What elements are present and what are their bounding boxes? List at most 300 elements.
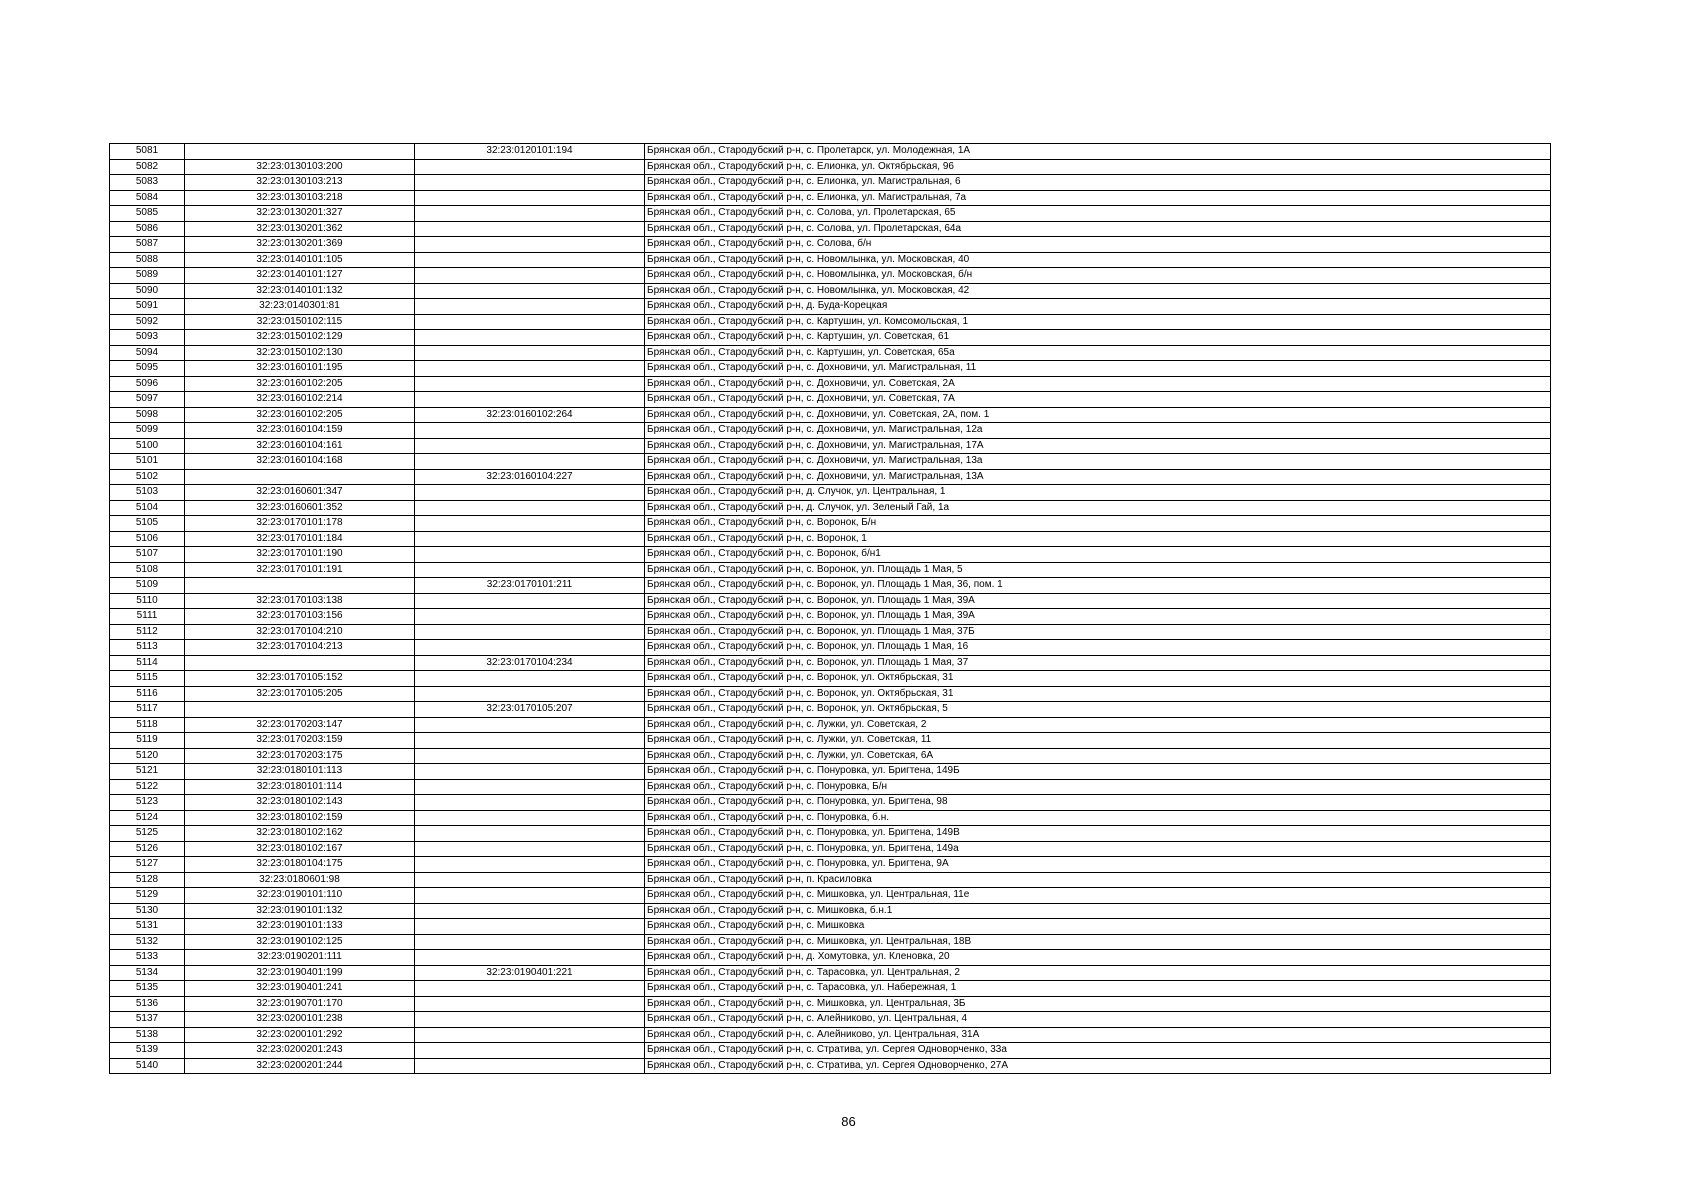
row-number-cell: 5123 [110,795,185,811]
row-number-cell: 5125 [110,826,185,842]
cadastral-number-cell: 32:23:0160104:161 [185,438,415,454]
secondary-cadastral-number-cell: 32:23:0160102:264 [415,407,645,423]
cadastral-number-cell: 32:23:0170203:147 [185,717,415,733]
cadastral-number-cell: 32:23:0190101:132 [185,903,415,919]
address-cell: Брянская обл., Стародубский р-н, п. Красиловка [645,872,1551,888]
row-number-cell: 5121 [110,764,185,780]
address-cell: Брянская обл., Стародубский р-н, с. Воронок, ул. Октябрьская, 31 [645,671,1551,687]
address-cell: Брянская обл., Стародубский р-н, с. Елионка, ул. Октябрьская, 96 [645,159,1551,175]
row-number-cell: 5103 [110,485,185,501]
cadastral-number-cell: 32:23:0190401:241 [185,981,415,997]
address-cell: Брянская обл., Стародубский р-н, с. Елионка, ул. Магистральная, 6 [645,175,1551,191]
address-cell: Брянская обл., Стародубский р-н, с. Лужки, ул. Советская, 2 [645,717,1551,733]
table-row [110,562,1551,578]
address-cell: Брянская обл., Стародубский р-н, с. Картушин, ул. Комсомольская, 1 [645,314,1551,330]
address-cell: Брянская обл., Стародубский р-н, с. Алейниково, ул. Центральная, 4 [645,1012,1551,1028]
row-number-cell: 5106 [110,531,185,547]
secondary-cadastral-number-cell [415,671,645,687]
row-number-cell: 5118 [110,717,185,733]
secondary-cadastral-number-cell [415,1058,645,1074]
table-row [110,748,1551,764]
page-number: 86 [841,1114,856,1129]
secondary-cadastral-number-cell [415,547,645,563]
cadastral-number-cell [185,144,415,160]
row-number-cell: 5107 [110,547,185,563]
row-number-cell: 5112 [110,624,185,640]
table-row [110,485,1551,501]
cadastral-number-cell: 32:23:0180601:98 [185,872,415,888]
secondary-cadastral-number-cell [415,857,645,873]
cadastral-number-cell [185,578,415,594]
row-number-cell: 5119 [110,733,185,749]
table-row [110,795,1551,811]
table-row [110,609,1551,625]
table-row [110,733,1551,749]
row-number-cell: 5093 [110,330,185,346]
cadastral-number-cell: 32:23:0170101:178 [185,516,415,532]
cadastral-number-cell: 32:23:0160601:352 [185,500,415,516]
cadastral-number-cell: 32:23:0150102:130 [185,345,415,361]
table-row [110,500,1551,516]
secondary-cadastral-number-cell [415,779,645,795]
row-number-cell: 5085 [110,206,185,222]
secondary-cadastral-number-cell [415,206,645,222]
secondary-cadastral-number-cell [415,640,645,656]
address-cell: Брянская обл., Стародубский р-н, с. Воронок, ул. Площадь 1 Мая, 37Б [645,624,1551,640]
cadastral-number-cell: 32:23:0180102:159 [185,810,415,826]
table-row [110,826,1551,842]
row-number-cell: 5117 [110,702,185,718]
secondary-cadastral-number-cell [415,686,645,702]
row-number-cell: 5129 [110,888,185,904]
address-cell: Брянская обл., Стародубский р-н, с. Мишковка, ул. Центральная, 11е [645,888,1551,904]
cadastral-number-cell: 32:23:0130201:327 [185,206,415,222]
cadastral-number-cell: 32:23:0130201:369 [185,237,415,253]
secondary-cadastral-number-cell [415,717,645,733]
secondary-cadastral-number-cell [415,283,645,299]
secondary-cadastral-number-cell [415,252,645,268]
table-row [110,314,1551,330]
row-number-cell: 5109 [110,578,185,594]
address-cell: Брянская обл., Стародубский р-н, с. Елионка, ул. Магистральная, 7а [645,190,1551,206]
table-row [110,593,1551,609]
cadastral-number-cell: 32:23:0170203:175 [185,748,415,764]
address-cell: Брянская обл., Стародубский р-н, с. Новомлынка, ул. Московская, 42 [645,283,1551,299]
address-cell: Брянская обл., Стародубский р-н, с. Воронок, ул. Площадь 1 Мая, 5 [645,562,1551,578]
table-row [110,454,1551,470]
address-cell: Брянская обл., Стародубский р-н, с. Мишковка, ул. Центральная, 3Б [645,996,1551,1012]
table-row [110,872,1551,888]
secondary-cadastral-number-cell [415,826,645,842]
cadastral-number-cell [185,702,415,718]
table-row [110,438,1551,454]
address-cell: Брянская обл., Стародубский р-н, с. Воронок, Б/н [645,516,1551,532]
secondary-cadastral-number-cell [415,562,645,578]
table-row [110,1058,1551,1074]
row-number-cell: 5098 [110,407,185,423]
row-number-cell: 5100 [110,438,185,454]
cadastral-number-cell: 32:23:0160102:214 [185,392,415,408]
row-number-cell: 5138 [110,1027,185,1043]
table-row [110,578,1551,594]
row-number-cell: 5104 [110,500,185,516]
secondary-cadastral-number-cell [415,764,645,780]
cadastral-number-cell: 32:23:0190101:133 [185,919,415,935]
cadastral-number-cell: 32:23:0180102:162 [185,826,415,842]
secondary-cadastral-number-cell: 32:23:0190401:221 [415,965,645,981]
table-row [110,624,1551,640]
address-cell: Брянская обл., Стародубский р-н, с. Новомлынка, ул. Московская, б/н [645,268,1551,284]
address-cell: Брянская обл., Стародубский р-н, с. Воронок, ул. Октябрьская, 5 [645,702,1551,718]
row-number-cell: 5082 [110,159,185,175]
address-cell: Брянская обл., Стародубский р-н, с. Дохновичи, ул. Магистральная, 13а [645,454,1551,470]
address-cell: Брянская обл., Стародубский р-н, с. Дохновичи, ул. Советская, 7А [645,392,1551,408]
row-number-cell: 5137 [110,1012,185,1028]
cadastral-number-cell: 32:23:0200201:244 [185,1058,415,1074]
row-number-cell: 5091 [110,299,185,315]
cadastral-number-cell: 32:23:0160104:168 [185,454,415,470]
secondary-cadastral-number-cell [415,1043,645,1059]
row-number-cell: 5083 [110,175,185,191]
address-cell: Брянская обл., Стародубский р-н, с. Дохновичи, ул. Советская, 2А [645,376,1551,392]
row-number-cell: 5092 [110,314,185,330]
secondary-cadastral-number-cell [415,376,645,392]
secondary-cadastral-number-cell [415,981,645,997]
address-cell: Брянская обл., Стародубский р-н, с. Пролетарск, ул. Молодежная, 1А [645,144,1551,160]
secondary-cadastral-number-cell [415,268,645,284]
secondary-cadastral-number-cell [415,237,645,253]
cadastral-number-cell: 32:23:0170105:205 [185,686,415,702]
secondary-cadastral-number-cell: 32:23:0170104:234 [415,655,645,671]
secondary-cadastral-number-cell: 32:23:0170101:211 [415,578,645,594]
table-row [110,717,1551,733]
table-row [110,361,1551,377]
table-row [110,903,1551,919]
address-cell: Брянская обл., Стародубский р-н, с. Понуровка, ул. Бригтена, 149В [645,826,1551,842]
address-cell: Брянская обл., Стародубский р-н, с. Понуровка, Б/н [645,779,1551,795]
address-cell: Брянская обл., Стародубский р-н, с. Солова, ул. Пролетарская, 64а [645,221,1551,237]
table-row [110,268,1551,284]
address-cell: Брянская обл., Стародубский р-н, с. Мишковка, ул. Центральная, 18В [645,934,1551,950]
cadastral-number-cell: 32:23:0170103:138 [185,593,415,609]
secondary-cadastral-number-cell [415,485,645,501]
row-number-cell: 5111 [110,609,185,625]
cadastral-number-cell: 32:23:0160102:205 [185,376,415,392]
row-number-cell: 5097 [110,392,185,408]
table-row [110,686,1551,702]
table-row [110,996,1551,1012]
row-number-cell: 5140 [110,1058,185,1074]
row-number-cell: 5096 [110,376,185,392]
secondary-cadastral-number-cell [415,888,645,904]
row-number-cell: 5134 [110,965,185,981]
cadastral-number-cell: 32:23:0190701:170 [185,996,415,1012]
row-number-cell: 5135 [110,981,185,997]
table-row [110,841,1551,857]
address-cell: Брянская обл., Стародубский р-н, с. Новомлынка, ул. Московская, 40 [645,252,1551,268]
row-number-cell: 5120 [110,748,185,764]
secondary-cadastral-number-cell [415,810,645,826]
row-number-cell: 5102 [110,469,185,485]
table-row [110,655,1551,671]
table-row [110,950,1551,966]
address-cell: Брянская обл., Стародубский р-н, с. Солова, б/н [645,237,1551,253]
secondary-cadastral-number-cell [415,438,645,454]
row-number-cell: 5094 [110,345,185,361]
cadastral-number-cell: 32:23:0160601:347 [185,485,415,501]
row-number-cell: 5128 [110,872,185,888]
row-number-cell: 5087 [110,237,185,253]
address-cell: Брянская обл., Стародубский р-н, с. Понуровка, б.н. [645,810,1551,826]
cadastral-number-cell: 32:23:0130103:218 [185,190,415,206]
secondary-cadastral-number-cell [415,531,645,547]
secondary-cadastral-number-cell [415,190,645,206]
secondary-cadastral-number-cell [415,919,645,935]
row-number-cell: 5115 [110,671,185,687]
table-row [110,423,1551,439]
table-row [110,919,1551,935]
row-number-cell: 5084 [110,190,185,206]
secondary-cadastral-number-cell [415,609,645,625]
secondary-cadastral-number-cell [415,872,645,888]
cadastral-number-cell: 32:23:0130103:213 [185,175,415,191]
cadastral-number-cell: 32:23:0160102:205 [185,407,415,423]
table-row [110,283,1551,299]
secondary-cadastral-number-cell [415,330,645,346]
cadastral-number-cell: 32:23:0180102:143 [185,795,415,811]
cadastral-number-cell: 32:23:0200201:243 [185,1043,415,1059]
row-number-cell: 5130 [110,903,185,919]
cadastral-number-cell: 32:23:0180102:167 [185,841,415,857]
row-number-cell: 5114 [110,655,185,671]
secondary-cadastral-number-cell [415,1012,645,1028]
cadastral-number-cell: 32:23:0190201:111 [185,950,415,966]
cadastral-number-cell: 32:23:0160101:195 [185,361,415,377]
cadastral-number-cell: 32:23:0190102:125 [185,934,415,950]
address-cell: Брянская обл., Стародубский р-н, с. Воронок, ул. Октябрьская, 31 [645,686,1551,702]
table-row [110,547,1551,563]
table-row [110,252,1551,268]
secondary-cadastral-number-cell [415,314,645,330]
address-cell: Брянская обл., Стародубский р-н, с. Понуровка, ул. Бригтена, 149Б [645,764,1551,780]
cadastral-number-cell: 32:23:0170203:159 [185,733,415,749]
cadastral-number-cell: 32:23:0190401:199 [185,965,415,981]
table-row [110,516,1551,532]
table-row [110,779,1551,795]
row-number-cell: 5136 [110,996,185,1012]
address-cell: Брянская обл., Стародубский р-н, с. Лужки, ул. Советская, 6А [645,748,1551,764]
row-number-cell: 5099 [110,423,185,439]
cadastral-number-cell: 32:23:0180101:114 [185,779,415,795]
row-number-cell: 5081 [110,144,185,160]
cadastral-number-cell: 32:23:0170101:191 [185,562,415,578]
cadastral-number-cell: 32:23:0170104:210 [185,624,415,640]
table-row [110,981,1551,997]
cadastral-number-cell: 32:23:0170105:152 [185,671,415,687]
secondary-cadastral-number-cell [415,733,645,749]
secondary-cadastral-number-cell [415,516,645,532]
secondary-cadastral-number-cell [415,221,645,237]
cadastral-number-cell: 32:23:0200101:292 [185,1027,415,1043]
address-cell: Брянская обл., Стародубский р-н, с. Воронок, ул. Площадь 1 Мая, 39А [645,593,1551,609]
row-number-cell: 5124 [110,810,185,826]
secondary-cadastral-number-cell [415,1027,645,1043]
address-cell: Брянская обл., Стародубский р-н, с. Лужки, ул. Советская, 11 [645,733,1551,749]
address-cell: Брянская обл., Стародубский р-н, с. Стратива, ул. Сергея Одноворченко, 27А [645,1058,1551,1074]
cadastral-number-cell: 32:23:0170101:190 [185,547,415,563]
table-row [110,1043,1551,1059]
cadastral-number-cell: 32:23:0160104:159 [185,423,415,439]
address-cell: Брянская обл., Стародубский р-н, с. Воронок, ул. Площадь 1 Мая, 36, пом. 1 [645,578,1551,594]
cadastral-number-cell: 32:23:0130201:362 [185,221,415,237]
row-number-cell: 5095 [110,361,185,377]
secondary-cadastral-number-cell [415,500,645,516]
table-row [110,469,1551,485]
row-number-cell: 5113 [110,640,185,656]
address-cell: Брянская обл., Стародубский р-н, с. Понуровка, ул. Бригтена, 149а [645,841,1551,857]
address-cell: Брянская обл., Стародубский р-н, с. Мишковка [645,919,1551,935]
address-cell: Брянская обл., Стародубский р-н, с. Дохновичи, ул. Магистральная, 11 [645,361,1551,377]
cadastral-number-cell: 32:23:0140101:132 [185,283,415,299]
address-cell: Брянская обл., Стародубский р-н, с. Картушин, ул. Советская, 61 [645,330,1551,346]
row-number-cell: 5139 [110,1043,185,1059]
table-row [110,376,1551,392]
table-row [110,810,1551,826]
cadastral-number-cell: 32:23:0150102:129 [185,330,415,346]
secondary-cadastral-number-cell: 32:23:0120101:194 [415,144,645,160]
secondary-cadastral-number-cell: 32:23:0160104:227 [415,469,645,485]
address-cell: Брянская обл., Стародубский р-н, с. Воронок, ул. Площадь 1 Мая, 39А [645,609,1551,625]
secondary-cadastral-number-cell [415,175,645,191]
cadastral-number-cell: 32:23:0140301:81 [185,299,415,315]
secondary-cadastral-number-cell [415,795,645,811]
secondary-cadastral-number-cell [415,423,645,439]
row-number-cell: 5127 [110,857,185,873]
cadastral-number-cell: 32:23:0140101:127 [185,268,415,284]
table-row [110,965,1551,981]
table-row [110,857,1551,873]
cadastral-number-cell: 32:23:0170103:156 [185,609,415,625]
address-cell: Брянская обл., Стародубский р-н, с. Тарасовка, ул. Центральная, 2 [645,965,1551,981]
cadastral-number-cell [185,469,415,485]
address-cell: Брянская обл., Стародубский р-н, с. Воронок, ул. Площадь 1 Мая, 16 [645,640,1551,656]
secondary-cadastral-number-cell [415,159,645,175]
row-number-cell: 5133 [110,950,185,966]
secondary-cadastral-number-cell [415,624,645,640]
address-cell: Брянская обл., Стародубский р-н, с. Дохновичи, ул. Советская, 2А, пом. 1 [645,407,1551,423]
address-cell: Брянская обл., Стародубский р-н, с. Стратива, ул. Сергея Одноворченко, 33а [645,1043,1551,1059]
address-cell: Брянская обл., Стародубский р-н, с. Воронок, б/н1 [645,547,1551,563]
secondary-cadastral-number-cell [415,841,645,857]
table-row [110,345,1551,361]
table-row [110,299,1551,315]
table-row [110,1012,1551,1028]
secondary-cadastral-number-cell [415,299,645,315]
address-cell: Брянская обл., Стародубский р-н, с. Понуровка, ул. Бригтена, 98 [645,795,1551,811]
table-row [110,190,1551,206]
address-cell: Брянская обл., Стародубский р-н, д. Хомутовка, ул. Кленовка, 20 [645,950,1551,966]
table-row [110,934,1551,950]
address-cell: Брянская обл., Стародубский р-н, с. Мишковка, б.н.1 [645,903,1551,919]
row-number-cell: 5101 [110,454,185,470]
address-cell: Брянская обл., Стародубский р-н, с. Алейниково, ул. Центральная, 31А [645,1027,1551,1043]
table-row [110,888,1551,904]
row-number-cell: 5090 [110,283,185,299]
secondary-cadastral-number-cell [415,454,645,470]
registry-table [109,143,1551,1074]
table-row [110,221,1551,237]
secondary-cadastral-number-cell: 32:23:0170105:207 [415,702,645,718]
table-row [110,640,1551,656]
table-row [110,392,1551,408]
secondary-cadastral-number-cell [415,361,645,377]
row-number-cell: 5086 [110,221,185,237]
row-number-cell: 5088 [110,252,185,268]
secondary-cadastral-number-cell [415,903,645,919]
secondary-cadastral-number-cell [415,748,645,764]
row-number-cell: 5131 [110,919,185,935]
table-row [110,671,1551,687]
row-number-cell: 5116 [110,686,185,702]
address-cell: Брянская обл., Стародубский р-н, с. Воронок, 1 [645,531,1551,547]
secondary-cadastral-number-cell [415,996,645,1012]
table-row [110,237,1551,253]
address-cell: Брянская обл., Стародубский р-н, с. Дохновичи, ул. Магистральная, 12а [645,423,1551,439]
address-cell: Брянская обл., Стародубский р-н, с. Воронок, ул. Площадь 1 Мая, 37 [645,655,1551,671]
cadastral-number-cell: 32:23:0190101:110 [185,888,415,904]
row-number-cell: 5089 [110,268,185,284]
table-row [110,144,1551,160]
address-cell: Брянская обл., Стародубский р-н, д. Случок, ул. Центральная, 1 [645,485,1551,501]
cadastral-number-cell: 32:23:0180104:175 [185,857,415,873]
table-row [110,1027,1551,1043]
cadastral-number-cell: 32:23:0170101:184 [185,531,415,547]
row-number-cell: 5105 [110,516,185,532]
table-row [110,206,1551,222]
table-row [110,702,1551,718]
row-number-cell: 5122 [110,779,185,795]
cadastral-number-cell: 32:23:0170104:213 [185,640,415,656]
address-cell: Брянская обл., Стародубский р-н, с. Дохновичи, ул. Магистральная, 13А [645,469,1551,485]
address-cell: Брянская обл., Стародубский р-н, д. Случок, ул. Зеленый Гай, 1а [645,500,1551,516]
secondary-cadastral-number-cell [415,934,645,950]
address-cell: Брянская обл., Стародубский р-н, с. Понуровка, ул. Бригтена, 9А [645,857,1551,873]
secondary-cadastral-number-cell [415,593,645,609]
table-row [110,764,1551,780]
row-number-cell: 5110 [110,593,185,609]
secondary-cadastral-number-cell [415,950,645,966]
registry-table-body [110,144,1551,1074]
address-cell: Брянская обл., Стародубский р-н, с. Картушин, ул. Советская, 65а [645,345,1551,361]
cadastral-number-cell [185,655,415,671]
address-cell: Брянская обл., Стародубский р-н, с. Солова, ул. Пролетарская, 65 [645,206,1551,222]
address-cell: Брянская обл., Стародубский р-н, д. Буда-Корецкая [645,299,1551,315]
row-number-cell: 5108 [110,562,185,578]
address-cell: Брянская обл., Стародубский р-н, с. Тарасовка, ул. Набережная, 1 [645,981,1551,997]
cadastral-number-cell: 32:23:0180101:113 [185,764,415,780]
cadastral-number-cell: 32:23:0200101:238 [185,1012,415,1028]
address-cell: Брянская обл., Стародубский р-н, с. Дохновичи, ул. Магистральная, 17А [645,438,1551,454]
cadastral-number-cell: 32:23:0150102:115 [185,314,415,330]
table-row [110,407,1551,423]
secondary-cadastral-number-cell [415,392,645,408]
table-row [110,175,1551,191]
row-number-cell: 5126 [110,841,185,857]
row-number-cell: 5132 [110,934,185,950]
cadastral-number-cell: 32:23:0140101:105 [185,252,415,268]
table-row [110,159,1551,175]
table-row [110,330,1551,346]
